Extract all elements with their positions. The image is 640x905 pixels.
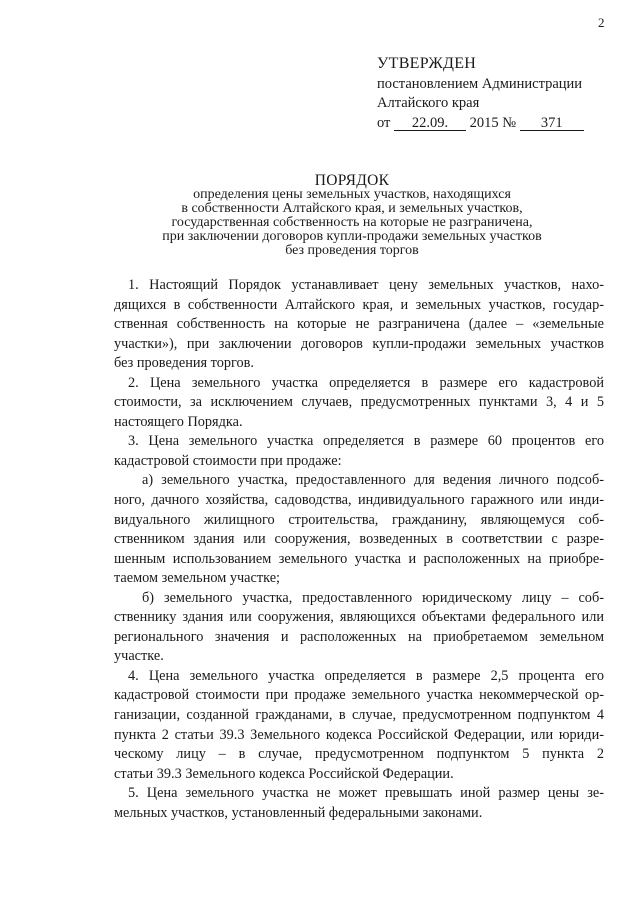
subtitle-line: в собственности Алтайского края, и земельных участков, — [181, 200, 523, 216]
subtitle-line: определения цены земельных участков, находящихся — [193, 187, 511, 202]
body-line: участки»), при заключении договоров купли-продажи земельных участков — [114, 335, 604, 352]
body-line: 3. Цена земельного участка определяется в размере 60 процентов его — [128, 433, 604, 450]
body-line: мельных участков, установленный федеральными законами. — [114, 804, 483, 821]
approval-number: 371 — [520, 116, 584, 131]
body-line: ственником здания или сооружения, возведенных в соответствии с разре- — [114, 531, 604, 548]
body-line: дящихся в собственности Алтайского края, и земельных участков, государ- — [114, 296, 604, 313]
body-line: кадастровой стоимости при продаже земельного участка некоммерческой ор- — [114, 687, 604, 704]
approval-line-2: Алтайского края — [377, 95, 480, 112]
body-line: пункта 2 статьи 39.3 Земельного кодекса Российской Федерации, или юриди- — [114, 726, 604, 743]
body-line: ного, дачного хозяйства, садоводства, индивидуального гаражного или инди- — [114, 492, 604, 509]
body-line: участке. — [114, 648, 164, 665]
body-line: ганизации, созданной гражданами, в случае, предусмотренном подпунктом 4 — [114, 707, 604, 724]
body-line: без проведения торгов. — [114, 355, 255, 372]
body-line: регионального значения и расположенных на приобретаемом земельном — [114, 628, 604, 645]
body-line: видуального жилищного строительства, гражданину, являющемуся соб- — [114, 511, 604, 528]
subtitle-line: государственная собственность на которые не разграничена, — [171, 214, 533, 230]
body-line: 5. Цена земельного участка не может превышать иной размер цены зе- — [128, 785, 604, 802]
body-line: настоящего Порядка. — [114, 413, 243, 430]
subtitle-line: без проведения торгов — [285, 242, 419, 258]
approval-line-1: постановлением Администрации — [377, 75, 583, 92]
body-line: 1. Настоящий Порядок устанавливает цену земельных участков, нахо- — [128, 277, 604, 293]
document-subtitle — [120, 188, 584, 258]
approval-date: 22.09. — [394, 116, 466, 131]
document-title: ПОРЯДОК — [314, 172, 390, 189]
approval-title: УТВЕРЖДЕН — [377, 55, 477, 72]
body-line: 2. Цена земельного участка определяется в размере его кадастровой — [128, 374, 604, 391]
body-line: кадастровой стоимости при продаже: — [114, 452, 342, 469]
approval-prefix: от — [377, 114, 391, 131]
body-line: ческому лицу – в случае, предусмотренном подпунктом 5 пункта 2 — [114, 746, 604, 763]
body-line: таемом земельном участке; — [114, 570, 281, 587]
body-line: ственная собственность на которые не разграничена (далее – «земельные — [114, 316, 604, 333]
approval-date-line — [377, 114, 584, 134]
body-line: статьи 39.3 Земельного кодекса Российской Федерации. — [114, 765, 454, 782]
approval-year: 2015 № — [469, 114, 517, 131]
body-line: шенным использованием земельного участка и расположенных на приобре- — [114, 550, 604, 567]
subtitle-line: при заключении договоров купли-продажи земельных участков — [162, 228, 542, 244]
body-line: ственнику здания или сооружения, являющихся объектами федерального или — [114, 609, 604, 626]
document-body — [114, 276, 604, 823]
approval-block — [377, 55, 584, 133]
body-line: стоимости, за исключением случаев, предусмотренных пунктами 3, 4 и 5 — [114, 394, 604, 411]
body-line: 4. Цена земельного участка определяется в размере 2,5 процента его — [128, 667, 604, 684]
body-line: б) земельного участка, предоставленного юридическому лицу – соб- — [142, 589, 604, 606]
page-number: 2 — [598, 15, 605, 30]
body-line: а) земельного участка, предоставленного для ведения личного подсоб- — [142, 472, 604, 489]
